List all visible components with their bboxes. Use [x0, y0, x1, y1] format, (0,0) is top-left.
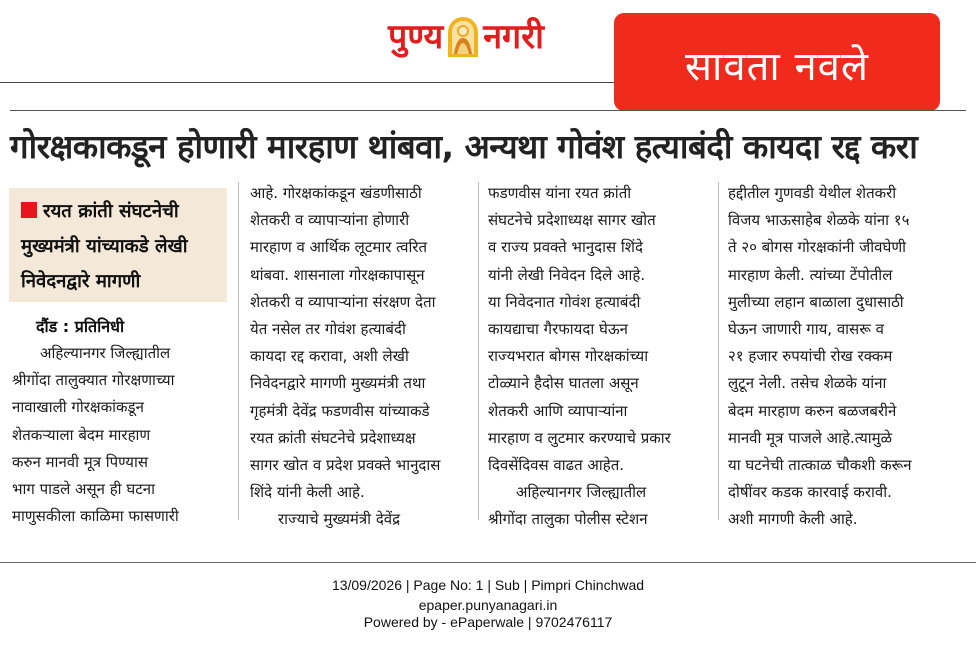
column-line: गृहमंत्री देवेंद्र फडणवीस यांच्याकडे: [250, 401, 430, 420]
column-line: शिंदे यांनी केली आहे.: [250, 483, 365, 502]
column-line: मारहाण केली. त्यांच्या टेंपोतील: [728, 265, 893, 284]
column-line: माणुसकीला काळिमा फासणारी: [12, 507, 179, 526]
subhead-text: रयत क्रांती संघटनेची मुख्यमंत्री यांच्याकडे लेखी निवेदनद्वारे मागणी: [21, 201, 188, 292]
article-column-1: [12, 340, 226, 530]
column-line: हद्दीतील गुणवडी येथील शेतकरी: [728, 184, 897, 202]
headline-rule: [10, 110, 966, 111]
column-line: टोळ्याने हैदोस घातला असून: [488, 374, 639, 393]
footer-edition-info: 13/09/2026 | Page No: 1 | Sub | Pimpri Chinchwad: [331, 577, 645, 593]
author-tag: [614, 13, 940, 111]
column-line: दोषींवर कडक कारवाई करावी.: [728, 483, 892, 502]
column-line: यांनी लेखी निवेदन दिले आहे.: [488, 265, 646, 284]
column-line: श्रीगोंदा तालुका पोलीस स्टेशन: [488, 510, 648, 529]
column-line: २१ हजार रुपयांची रोख रक्कम: [728, 347, 893, 366]
column-line: कायद्याचा गैरफायदा घेऊन: [488, 320, 628, 339]
subhead-box: [9, 188, 227, 302]
column-line: या घटनेची तात्काळ चौकशी करून: [728, 456, 912, 475]
column-line: राज्यभरात बोगस गोरक्षकांच्या: [488, 347, 649, 366]
masthead-rule: [0, 82, 614, 83]
column-line: ते २० बोगस गोरक्षकांनी जीवघेणी: [728, 238, 907, 257]
author-tag-text: सावता नवले: [684, 44, 870, 90]
column-line: भाग पाडले असून ही घटना: [12, 480, 155, 499]
column-line: नावाखाली गोरक्षकांकडून: [12, 398, 144, 417]
column-line: अहिल्यानगर जिल्ह्यातील: [516, 483, 647, 502]
footer-rule: [0, 562, 976, 563]
column-divider: [238, 182, 239, 520]
column-line: घेऊन जाणारी गाय, वासरू व: [728, 320, 884, 339]
column-line: शेतकरी व व्यापाऱ्यांना होणारी: [250, 211, 410, 230]
column-line: निवेदनद्वारे मागणी मुख्यमंत्री तथा: [250, 374, 426, 393]
column-line: राज्याचे मुख्यमंत्री देवेंद्र: [278, 510, 401, 529]
column-line: फडणवीस यांना रयत क्रांती: [488, 184, 632, 202]
column-line: लुटून नेली. तसेच शेळके यांना: [728, 374, 887, 393]
column-line: शेतकऱ्याला बेदम मारहाण: [12, 425, 151, 444]
deity-emblem-icon: [446, 16, 480, 58]
column-line: थांबवा. शासनाला गोरक्षकापासून: [250, 265, 425, 284]
footer-powered-by: Powered by - ePaperwale | 9702476117: [363, 614, 613, 630]
column-line: करुन मानवी मूत्र पिण्यास: [12, 452, 149, 471]
column-line: संघटनेचे प्रदेशाध्यक्ष सागर खोत: [488, 211, 656, 230]
article-headline: गोरक्षकाकडून होणारी मारहाण थांबवा, अन्यथा गोवंश हत्याबंदी कायदा रद्द करा: [10, 127, 918, 166]
column-line: विजय भाऊसाहेब शेळके यांना १५: [728, 211, 910, 230]
column-line: आहे. गोरक्षकांकडून खंडणीसाठी: [250, 184, 422, 202]
column-divider: [478, 182, 479, 520]
column-line: या निवेदनात गोवंश हत्याबंदी: [488, 292, 641, 311]
column-line: मानवी मूत्र पाजले आहे.त्यामुळे: [728, 428, 893, 447]
column-line: कायदा रद्द करावा, अशी लेखी: [250, 347, 409, 366]
column-line: मारहाण व लुटमार करण्याचे प्रकार: [488, 428, 671, 447]
column-line: सागर खोत व प्रदेश प्रवक्ते भानुदास: [250, 456, 441, 475]
article-column-2: [250, 180, 472, 534]
column-divider: [718, 182, 719, 520]
column-line: रयत क्रांती संघटनेचे प्रदेशाध्यक्ष: [250, 428, 416, 447]
masthead-logo: [388, 14, 544, 60]
column-line: येत नसेल तर गोवंश हत्याबंदी: [250, 320, 406, 339]
column-line: श्रीगोंदा तालुक्यात गोरक्षणाच्या: [12, 371, 175, 390]
article-column-4: [728, 180, 960, 534]
column-line: मारहाण व आर्थिक लूटमार त्वरित: [250, 238, 428, 257]
dateline: दौंड : प्रतिनिधी: [36, 317, 125, 336]
logo-word-right: नगरी: [483, 17, 544, 57]
column-line: दिवसेंदिवस वाढत आहेत.: [488, 456, 625, 475]
column-line: अहिल्यानगर जिल्ह्यातील: [40, 344, 171, 362]
column-line: शेतकरी आणि व्यापाऱ्यांना: [488, 401, 628, 420]
article-column-3: [488, 180, 710, 534]
column-line: बेदम मारहाण करुन बळजबरीने: [728, 401, 897, 420]
logo-word-left: पुण्य: [388, 17, 444, 57]
column-line: अशी मागणी केली आहे.: [728, 510, 858, 529]
column-line: व राज्य प्रवक्ते भानुदास शिंदे: [488, 238, 643, 257]
column-line: शेतकरी व व्यापाऱ्यांना संरक्षण देता: [250, 292, 436, 311]
footer-site-link[interactable]: epaper.punyanagari.in: [418, 597, 558, 613]
column-line: मुलीच्या लहान बाळाला दुधासाठी: [728, 292, 904, 311]
